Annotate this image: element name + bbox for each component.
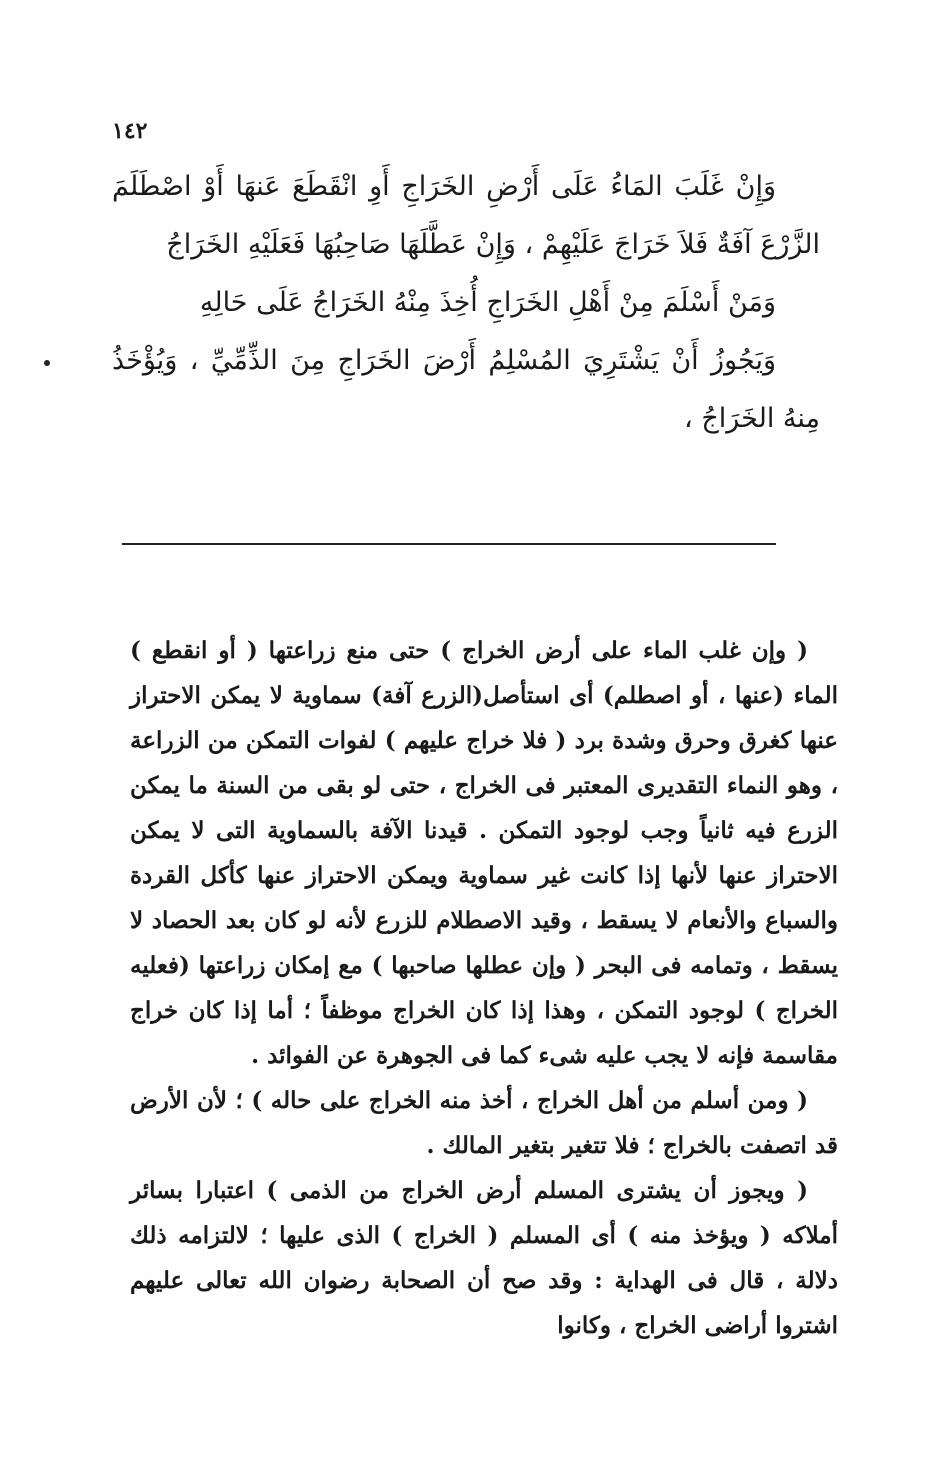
main-text bbox=[112, 158, 820, 448]
section-divider bbox=[122, 543, 776, 545]
main-text-paragraph: وَمَنْ أَسْلَمَ مِنْ أَهْلِ الخَرَاجِ أُخِذَ مِنْهُ الخَرَاجُ عَلَى حَالِهِ bbox=[199, 287, 776, 318]
margin-dot bbox=[44, 360, 50, 366]
main-text-paragraph: وَإِنْ غَلَبَ المَاءُ عَلَى أَرْضِ الخَرَاجِ أَوِ انْقَطَعَ عَنهَا أَوْ اصْطَلَمَ الزَّرْعَ آفَةٌ فَلاَ خَرَاجَ عَلَيْهِمْ ، وَإِنْ عَطَّلَهَا صَاحِبُهَا فَعَلَيْهِ الخَرَاجُ bbox=[112, 171, 820, 260]
commentary-paragraph: ( ومن أسلم من أهل الخراج ، أخذ منه الخراج على حاله ) ؛ لأن الأرض قد اتصفت بالخراج ؛ فلا تتغير بتغير المالك . bbox=[130, 1087, 838, 1159]
page-number: ١٤٢ bbox=[112, 118, 148, 144]
main-text-paragraph: وَيَجُوزُ أَنْ يَشْتَرِيَ المُسْلِمُ أَرْضَ الخَرَاجِ مِنَ الذِّمِّيِّ ، وَيُؤْخَذُ مِنهُ الخَرَاجُ ، bbox=[112, 345, 820, 434]
commentary-paragraph: ( وإن غلب الماء على أرض الخراج ) حتى منع زراعتها ( أو انقطع ) الماء (عنها ، أو اصطلم) أى استأصل(الزرع آفة) سماوية لا يمكن الاحتراز عنها كغرق وحرق وشدة برد ( فلا خراج عليهم ) لفوات التمكن من الزراعة ، وهو النماء التقديرى المعتبر فى الخراج ، حتى لو بقى من السنة ما يمكن الزرع فيه ثانياً وجب لوجود التمكن . قيدنا الآفة بالسماوية التى لا يمكن الاحتراز عنها لأنها إذا كانت غير سماوية ويمكن الاحتراز عنها كأكل القردة والسباع والأنعام لا يسقط ، وقيد الاصطلام للزرع لأنه لو كان بعد الحصاد لا يسقط ، وتمامه فى البحر ( وإن عطلها صاحبها ) مع إمكان زراعتها (فعليه الخراج ) لوجود التمكن ، وهذا إذا كان الخراج موظفاً ؛ أما إذا كان خراج مقاسمة فإنه لا يجب عليه شىء كما فى الجوهرة عن الفوائد . bbox=[130, 637, 838, 1069]
commentary-text bbox=[130, 628, 838, 1348]
commentary-paragraph: ( ويجوز أن يشترى المسلم أرض الخراج من الذمى ) اعتبارا بسائر أملاكه ( ويؤخذ منه ) أى المسلم ( الخراج ) الذى عليها ؛ لالتزامه ذلك دلالة ، قال فى الهداية : وقد صح أن الصحابة رضوان الله تعالى عليهم اشتروا أراضى الخراج ، وكانوا bbox=[130, 1177, 838, 1339]
